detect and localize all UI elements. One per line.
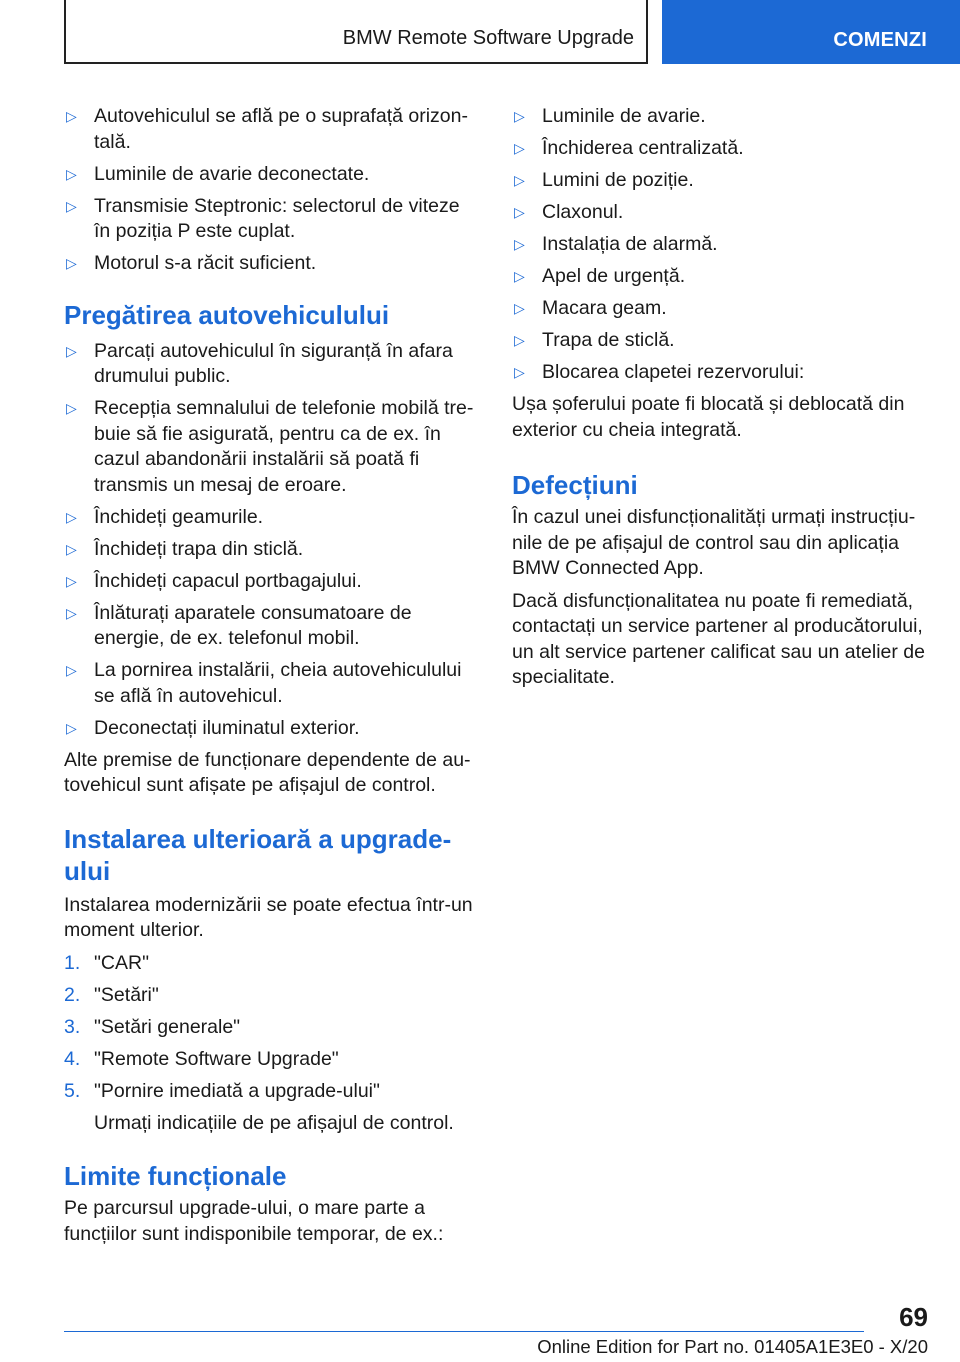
list-item: ▷ Închideți capacul portbagajului. bbox=[64, 569, 480, 595]
triangle-bullet-icon: ▷ bbox=[514, 236, 525, 252]
footer-edition-text: Online Edition for Part no. 01405A1E3E0 - X/20 bbox=[537, 1336, 928, 1357]
list-item: ▷ Luminile de avarie deconectate. bbox=[64, 162, 480, 188]
page-number: 69 bbox=[899, 1302, 928, 1332]
list-item: ▷ Transmisie Steptronic: selectorul de viteze în poziția P este cuplat. bbox=[66, 194, 460, 242]
list-item: ▷ Blocarea clapetei rezervorului: bbox=[512, 360, 928, 386]
left-column bbox=[64, 104, 480, 1254]
section-heading-preparation: Pregătirea autovehiculului bbox=[64, 299, 390, 330]
triangle-bullet-icon: ▷ bbox=[66, 540, 77, 557]
section-heading-later-install: Instalarea ulterioară a upgrade-ului bbox=[64, 823, 452, 886]
triangle-bullet-icon: ▷ bbox=[514, 140, 525, 156]
header-title: BMW Remote Software Upgrade bbox=[342, 27, 634, 49]
list-item: ▷ Claxonul. bbox=[512, 200, 928, 226]
paragraph-contact-service: Dacă disfuncționalitatea nu poate fi remediată, contactați un service partener al producătorului, un alt service partener calificat sau un atelier de specialitate. bbox=[512, 589, 925, 688]
list-item: ▷ Macara geam. bbox=[512, 296, 928, 322]
step-item: 3. "Setări generale" bbox=[64, 1015, 241, 1038]
steps-followup: Urmați indicațiile de pe afișajul de control. bbox=[94, 1111, 454, 1134]
chapter-tab-label: COMENZI bbox=[833, 29, 927, 51]
list-item: ▷ Lumini de poziție. bbox=[512, 168, 928, 194]
header-title-box bbox=[64, 0, 648, 64]
right-column bbox=[512, 104, 928, 698]
step-item: 1. "CAR" bbox=[64, 951, 150, 974]
triangle-bullet-icon: ▷ bbox=[66, 400, 77, 416]
triangle-bullet-icon: ▷ bbox=[66, 197, 77, 214]
paragraph-malfunction-instructions: În cazul unei disfuncționalități urmați instrucțiunile de pe afișajul de control sau din aplicația BMW Connected App. bbox=[512, 506, 916, 579]
list-item: ▷ Înlăturați aparatele consumatoare de energie, de ex. telefonul mobil. bbox=[66, 601, 412, 649]
step-item: 2. "Setări" bbox=[64, 983, 159, 1006]
triangle-bullet-icon: ▷ bbox=[514, 204, 525, 220]
list-item: ▷ Închiderea centralizată. bbox=[512, 136, 928, 162]
triangle-bullet-icon: ▷ bbox=[66, 572, 77, 589]
list-item: ▷ Deconectați iluminatul exterior. bbox=[64, 716, 480, 742]
triangle-bullet-icon: ▷ bbox=[66, 165, 77, 182]
chapter-tab[interactable] bbox=[662, 0, 960, 64]
list-item: ▷ Luminile de avarie. bbox=[512, 104, 928, 130]
list-item: ▷ Apel de urgență. bbox=[512, 264, 928, 290]
steps-list bbox=[64, 951, 480, 1105]
triangle-bullet-icon: ▷ bbox=[514, 364, 525, 380]
list-item: ▷ Închideți trapa din sticlă. bbox=[64, 537, 480, 563]
step-item: 5. "Pornire imediată a upgrade-ului" bbox=[64, 1079, 380, 1102]
triangle-bullet-icon: ▷ bbox=[514, 332, 525, 348]
unavailable-functions-list bbox=[512, 104, 928, 386]
triangle-bullet-icon: ▷ bbox=[66, 719, 77, 736]
step-item: 4. "Remote Software Upgrade" bbox=[64, 1047, 339, 1070]
list-item: ▷ Instalația de alarmă. bbox=[512, 232, 928, 258]
section-heading-limits: Limite funcționale bbox=[64, 1161, 287, 1191]
list-item: ▷ Recepția semnalului de telefonie mobilă trebuie să fie asigurată, pentru ca de ex. în cazul abandonării instalării să poată fi transmis un mesaj de eroare. bbox=[66, 397, 474, 496]
triangle-bullet-icon: ▷ bbox=[66, 508, 77, 525]
list-item: ▷ Închideți geamurile. bbox=[64, 505, 480, 531]
triangle-bullet-icon: ▷ bbox=[66, 662, 77, 678]
list-item: ▷ Trapa de sticlă. bbox=[512, 328, 928, 354]
triangle-bullet-icon: ▷ bbox=[514, 108, 525, 124]
section-heading-malfunctions: Defecțiuni bbox=[512, 470, 638, 500]
paragraph-limits: Pe parcursul upgrade-ului, o mare parte a funcțiilor sunt indisponibile temporar, de ex.: bbox=[64, 1197, 444, 1245]
triangle-bullet-icon: ▷ bbox=[66, 108, 77, 124]
list-item: ▷ La pornirea instalării, cheia autovehiculului se află în autovehicul. bbox=[66, 659, 462, 707]
triangle-bullet-icon: ▷ bbox=[66, 255, 77, 271]
triangle-bullet-icon: ▷ bbox=[514, 268, 525, 284]
paragraph-later-install: Instalarea modernizării se poate efectua într-un moment ulterior. bbox=[64, 893, 473, 941]
footer-divider bbox=[64, 1331, 864, 1332]
triangle-bullet-icon: ▷ bbox=[514, 172, 525, 188]
triangle-bullet-icon: ▷ bbox=[66, 342, 77, 359]
list-item: ▷ Autovehiculul se află pe o suprafață orizontală. bbox=[66, 105, 468, 153]
paragraph-other-prerequisites: Alte premise de funcționare dependente de autovehicul sunt afișate pe afișajul de control. bbox=[64, 748, 471, 796]
preparation-list bbox=[64, 339, 480, 742]
paragraph-driver-door: Ușa șoferului poate fi blocată și deblocată din exterior cu cheia integrată. bbox=[512, 393, 905, 441]
prerequisites-list bbox=[64, 104, 480, 277]
triangle-bullet-icon: ▷ bbox=[514, 300, 525, 316]
list-item: ▷ Parcați autovehiculul în siguranță în afara drumului public. bbox=[66, 339, 453, 387]
triangle-bullet-icon: ▷ bbox=[66, 604, 77, 621]
list-item: ▷ Motorul s-a răcit suficient. bbox=[64, 251, 480, 277]
